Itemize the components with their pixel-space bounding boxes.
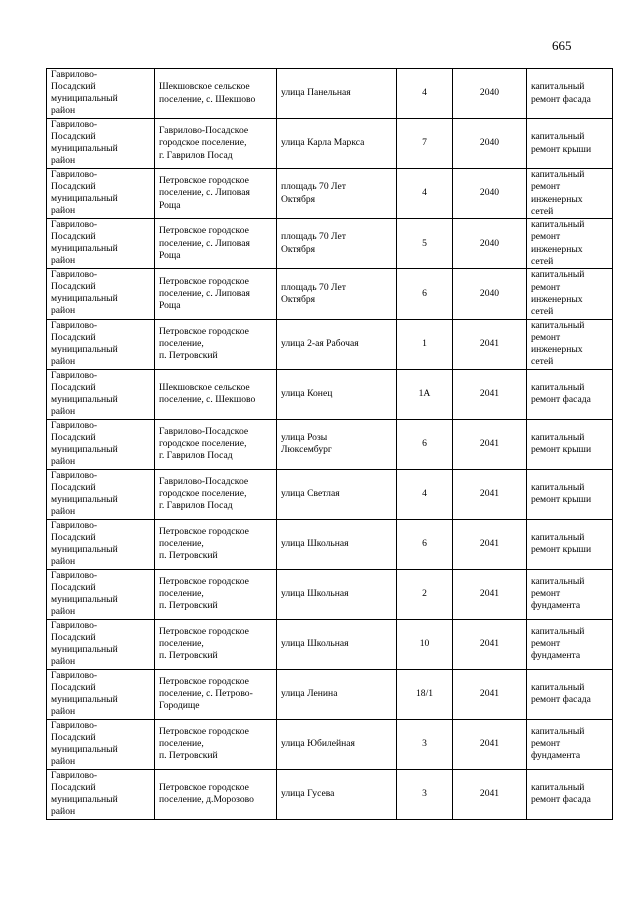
work-type-cell: капитальный ремонт фасада [527, 69, 613, 119]
district-cell: Гаврилово- Посадский муниципальный район [47, 419, 155, 469]
year-cell: 2041 [453, 419, 527, 469]
table-row [47, 319, 613, 369]
work-type-cell: капитальный ремонт инженерных сетей [527, 219, 613, 269]
year-cell: 2041 [453, 669, 527, 719]
table-row [47, 569, 613, 619]
year-cell: 2041 [453, 619, 527, 669]
table-row [47, 469, 613, 519]
house-number-cell: 2 [397, 569, 453, 619]
table-row [47, 719, 613, 769]
work-type-cell: капитальный ремонт крыши [527, 469, 613, 519]
district-cell: Гаврилово- Посадский муниципальный район [47, 319, 155, 369]
street-cell: улица Розы Люксембург [277, 419, 397, 469]
settlement-cell: Гаврилово-Посадское городское поселение, г. Гаврилов Посад [155, 419, 277, 469]
year-cell: 2040 [453, 269, 527, 319]
year-cell: 2041 [453, 719, 527, 769]
settlement-cell: Петровское городское поселение, п. Петровский [155, 319, 277, 369]
settlement-cell: Гаврилово-Посадское городское поселение, г. Гаврилов Посад [155, 469, 277, 519]
work-type-cell: капитальный ремонт крыши [527, 419, 613, 469]
house-number-cell: 7 [397, 119, 453, 169]
district-cell: Гаврилово- Посадский муниципальный район [47, 669, 155, 719]
settlement-cell: Шекшовское сельское поселение, с. Шекшово [155, 69, 277, 119]
district-cell: Гаврилово- Посадский муниципальный район [47, 519, 155, 569]
year-cell: 2041 [453, 319, 527, 369]
house-number-cell: 1А [397, 369, 453, 419]
street-cell: улица Школьная [277, 569, 397, 619]
street-cell: площадь 70 Лет Октября [277, 219, 397, 269]
settlement-cell: Петровское городское поселение, с. Липовая Роща [155, 269, 277, 319]
settlement-cell: Петровское городское поселение, с. Липовая Роща [155, 169, 277, 219]
house-number-cell: 3 [397, 769, 453, 819]
street-cell: улица Карла Маркса [277, 119, 397, 169]
street-cell: улица Панельная [277, 69, 397, 119]
street-cell: улица Светлая [277, 469, 397, 519]
work-type-cell: капитальный ремонт фасада [527, 769, 613, 819]
repair-schedule-table [46, 68, 613, 820]
house-number-cell: 6 [397, 419, 453, 469]
table-row [47, 219, 613, 269]
page-number: 665 [552, 38, 572, 53]
house-number-cell: 6 [397, 519, 453, 569]
district-cell: Гаврилово- Посадский муниципальный район [47, 369, 155, 419]
work-type-cell: капитальный ремонт фундамента [527, 619, 613, 669]
year-cell: 2040 [453, 69, 527, 119]
table-row [47, 419, 613, 469]
settlement-cell: Петровское городское поселение, п. Петровский [155, 519, 277, 569]
table-body [47, 69, 613, 820]
street-cell: улица Школьная [277, 619, 397, 669]
table-row [47, 169, 613, 219]
year-cell: 2041 [453, 569, 527, 619]
district-cell: Гаврилово- Посадский муниципальный район [47, 219, 155, 269]
district-cell: Гаврилово- Посадский муниципальный район [47, 169, 155, 219]
street-cell: улица 2-ая Рабочая [277, 319, 397, 369]
district-cell: Гаврилово- Посадский муниципальный район [47, 619, 155, 669]
district-cell: Гаврилово- Посадский муниципальный район [47, 769, 155, 819]
settlement-cell: Петровское городское поселение, с. Петрово- Городище [155, 669, 277, 719]
settlement-cell: Петровское городское поселение, п. Петровский [155, 719, 277, 769]
street-cell: улица Гусева [277, 769, 397, 819]
street-cell: улица Школьная [277, 519, 397, 569]
year-cell: 2041 [453, 519, 527, 569]
house-number-cell: 10 [397, 619, 453, 669]
work-type-cell: капитальный ремонт фасада [527, 369, 613, 419]
work-type-cell: капитальный ремонт крыши [527, 119, 613, 169]
house-number-cell: 4 [397, 469, 453, 519]
settlement-cell: Гаврилово-Посадское городское поселение, г. Гаврилов Посад [155, 119, 277, 169]
settlement-cell: Петровское городское поселение, д.Морозово [155, 769, 277, 819]
street-cell: площадь 70 Лет Октября [277, 269, 397, 319]
settlement-cell: Шекшовское сельское поселение, с. Шекшово [155, 369, 277, 419]
work-type-cell: капитальный ремонт фасада [527, 669, 613, 719]
district-cell: Гаврилово- Посадский муниципальный район [47, 69, 155, 119]
work-type-cell: капитальный ремонт фундамента [527, 569, 613, 619]
district-cell: Гаврилово- Посадский муниципальный район [47, 269, 155, 319]
table-row [47, 619, 613, 669]
settlement-cell: Петровское городское поселение, п. Петровский [155, 569, 277, 619]
house-number-cell: 1 [397, 319, 453, 369]
district-cell: Гаврилово- Посадский муниципальный район [47, 719, 155, 769]
year-cell: 2040 [453, 119, 527, 169]
district-cell: Гаврилово- Посадский муниципальный район [47, 469, 155, 519]
table-row [47, 519, 613, 569]
district-cell: Гаврилово- Посадский муниципальный район [47, 119, 155, 169]
table-row [47, 769, 613, 819]
work-type-cell: капитальный ремонт фундамента [527, 719, 613, 769]
house-number-cell: 18/1 [397, 669, 453, 719]
work-type-cell: капитальный ремонт инженерных сетей [527, 319, 613, 369]
work-type-cell: капитальный ремонт инженерных сетей [527, 269, 613, 319]
table-row [47, 69, 613, 119]
house-number-cell: 6 [397, 269, 453, 319]
year-cell: 2041 [453, 369, 527, 419]
street-cell: улица Юбилейная [277, 719, 397, 769]
year-cell: 2040 [453, 219, 527, 269]
street-cell: площадь 70 Лет Октября [277, 169, 397, 219]
year-cell: 2040 [453, 169, 527, 219]
street-cell: улица Конец [277, 369, 397, 419]
table-row [47, 669, 613, 719]
settlement-cell: Петровское городское поселение, с. Липовая Роща [155, 219, 277, 269]
work-type-cell: капитальный ремонт инженерных сетей [527, 169, 613, 219]
street-cell: улица Ленина [277, 669, 397, 719]
settlement-cell: Петровское городское поселение, п. Петровский [155, 619, 277, 669]
table-row [47, 369, 613, 419]
year-cell: 2041 [453, 769, 527, 819]
district-cell: Гаврилово- Посадский муниципальный район [47, 569, 155, 619]
table-row [47, 269, 613, 319]
year-cell: 2041 [453, 469, 527, 519]
house-number-cell: 4 [397, 169, 453, 219]
table-row [47, 119, 613, 169]
house-number-cell: 5 [397, 219, 453, 269]
house-number-cell: 3 [397, 719, 453, 769]
work-type-cell: капитальный ремонт крыши [527, 519, 613, 569]
house-number-cell: 4 [397, 69, 453, 119]
